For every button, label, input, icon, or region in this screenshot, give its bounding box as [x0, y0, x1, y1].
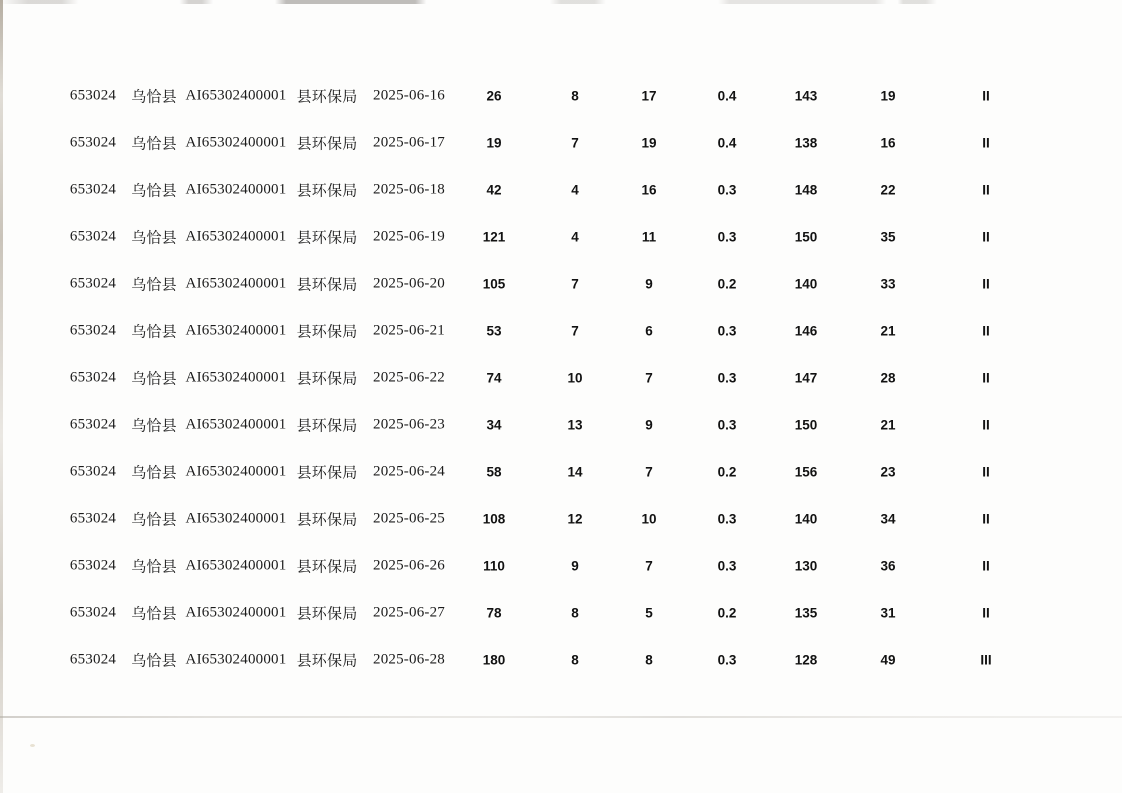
value-col-5: 146 — [794, 323, 818, 338]
value-col-4: 0.3 — [717, 229, 737, 244]
value-col-2: 7 — [571, 323, 579, 338]
table-row — [0, 448, 1122, 495]
table-row — [0, 589, 1122, 636]
value-col-4: 0.3 — [717, 370, 737, 385]
region-name: 乌恰县 — [131, 418, 177, 434]
region-code: 653024 — [69, 463, 117, 479]
value-col-5: 130 — [794, 558, 818, 573]
date: 2025-06-16 — [373, 87, 445, 103]
value-col-3: 8 — [645, 652, 653, 667]
value-col-5: 143 — [794, 88, 818, 103]
date: 2025-06-25 — [373, 510, 445, 526]
table-row — [0, 401, 1122, 448]
region-code: 653024 — [69, 322, 117, 338]
value-col-5: 148 — [794, 182, 818, 197]
station-id: AI65302400001 — [185, 510, 287, 526]
table-row — [0, 119, 1122, 166]
agency: 县环保局 — [296, 465, 358, 481]
station-id: AI65302400001 — [185, 651, 287, 667]
region-name: 乌恰县 — [131, 559, 177, 575]
region-code: 653024 — [69, 651, 117, 667]
value-col-3: 7 — [645, 464, 653, 479]
value-col-1: 110 — [483, 558, 505, 573]
value-col-1: 19 — [486, 135, 502, 150]
table-row — [0, 354, 1122, 401]
region-code: 653024 — [69, 275, 117, 291]
station-id: AI65302400001 — [185, 181, 287, 197]
region-name: 乌恰县 — [131, 606, 177, 622]
table-row — [0, 495, 1122, 542]
grade: II — [982, 88, 990, 103]
value-col-4: 0.3 — [717, 323, 737, 338]
value-col-1: 108 — [482, 511, 506, 526]
value-col-6: 21 — [880, 323, 896, 338]
station-id: AI65302400001 — [185, 275, 287, 291]
value-col-4: 0.2 — [717, 464, 737, 479]
value-col-1: 74 — [486, 370, 502, 385]
region-name: 乌恰县 — [131, 230, 177, 246]
region-name: 乌恰县 — [131, 277, 177, 293]
value-col-3: 7 — [645, 558, 653, 573]
value-col-3: 5 — [645, 605, 653, 620]
region-name: 乌恰县 — [131, 512, 177, 528]
grade: II — [982, 511, 990, 526]
grade: II — [982, 370, 990, 385]
value-col-6: 22 — [880, 182, 896, 197]
value-col-1: 78 — [486, 605, 502, 620]
value-col-3: 6 — [645, 323, 653, 338]
date: 2025-06-23 — [373, 416, 445, 432]
agency: 县环保局 — [296, 559, 358, 575]
agency: 县环保局 — [296, 136, 358, 152]
value-col-1: 121 — [482, 229, 506, 244]
region-name: 乌恰县 — [131, 465, 177, 481]
value-col-6: 19 — [880, 88, 896, 103]
value-col-2: 4 — [571, 229, 579, 244]
date: 2025-06-20 — [373, 275, 445, 291]
value-col-2: 12 — [567, 511, 583, 526]
date: 2025-06-21 — [373, 322, 445, 338]
value-col-4: 0.3 — [717, 652, 737, 667]
value-col-3: 7 — [645, 370, 653, 385]
value-col-6: 35 — [880, 229, 896, 244]
date: 2025-06-24 — [373, 463, 445, 479]
date: 2025-06-22 — [373, 369, 445, 385]
grade: II — [982, 605, 990, 620]
agency: 县环保局 — [296, 183, 358, 199]
value-col-4: 0.2 — [717, 605, 737, 620]
value-col-3: 19 — [641, 135, 657, 150]
value-col-4: 0.3 — [717, 182, 737, 197]
grade: II — [982, 417, 990, 432]
value-col-2: 10 — [567, 370, 583, 385]
scan-fold-line-artifact — [0, 716, 1122, 718]
scan-speck-artifact — [30, 744, 35, 747]
region-code: 653024 — [69, 557, 117, 573]
value-col-1: 26 — [486, 88, 502, 103]
value-col-1: 105 — [482, 276, 506, 291]
table-row — [0, 72, 1122, 119]
value-col-3: 10 — [641, 511, 657, 526]
station-id: AI65302400001 — [185, 134, 287, 150]
table-row — [0, 307, 1122, 354]
grade: II — [982, 464, 990, 479]
value-col-5: 140 — [794, 276, 818, 291]
value-col-1: 42 — [486, 182, 502, 197]
value-col-6: 34 — [880, 511, 896, 526]
station-id: AI65302400001 — [185, 87, 287, 103]
region-name: 乌恰县 — [131, 324, 177, 340]
table-row — [0, 260, 1122, 307]
value-col-4: 0.3 — [717, 417, 737, 432]
agency: 县环保局 — [296, 653, 358, 669]
value-col-5: 150 — [794, 229, 818, 244]
value-col-6: 33 — [880, 276, 896, 291]
agency: 县环保局 — [296, 277, 358, 293]
value-col-4: 0.3 — [717, 511, 737, 526]
grade: III — [980, 652, 992, 667]
date: 2025-06-19 — [373, 228, 445, 244]
value-col-6: 16 — [880, 135, 896, 150]
value-col-2: 8 — [571, 605, 579, 620]
region-code: 653024 — [69, 510, 117, 526]
value-col-4: 0.3 — [717, 558, 737, 573]
date: 2025-06-17 — [373, 134, 445, 150]
region-code: 653024 — [69, 416, 117, 432]
region-code: 653024 — [69, 604, 117, 620]
region-code: 653024 — [69, 228, 117, 244]
station-id: AI65302400001 — [185, 604, 287, 620]
agency: 县环保局 — [296, 512, 358, 528]
agency: 县环保局 — [296, 606, 358, 622]
value-col-5: 140 — [794, 511, 818, 526]
value-col-2: 4 — [571, 182, 579, 197]
value-col-5: 128 — [794, 652, 818, 667]
region-code: 653024 — [69, 369, 117, 385]
value-col-2: 14 — [567, 464, 583, 479]
value-col-2: 8 — [571, 88, 579, 103]
value-col-6: 28 — [880, 370, 896, 385]
date: 2025-06-26 — [373, 557, 445, 573]
grade: II — [982, 135, 990, 150]
date: 2025-06-28 — [373, 651, 445, 667]
agency: 县环保局 — [296, 371, 358, 387]
agency: 县环保局 — [296, 418, 358, 434]
value-col-1: 34 — [486, 417, 502, 432]
station-id: AI65302400001 — [185, 228, 287, 244]
region-name: 乌恰县 — [131, 136, 177, 152]
value-col-5: 135 — [794, 605, 818, 620]
table-row — [0, 542, 1122, 589]
value-col-2: 7 — [571, 276, 579, 291]
value-col-3: 17 — [641, 88, 657, 103]
value-col-2: 8 — [571, 652, 579, 667]
station-id: AI65302400001 — [185, 322, 287, 338]
grade: II — [982, 276, 990, 291]
region-code: 653024 — [69, 87, 117, 103]
value-col-1: 53 — [486, 323, 502, 338]
table-row — [0, 166, 1122, 213]
value-col-5: 150 — [794, 417, 818, 432]
table-row — [0, 636, 1122, 683]
value-col-3: 9 — [645, 417, 653, 432]
station-id: AI65302400001 — [185, 416, 287, 432]
value-col-6: 49 — [880, 652, 896, 667]
value-col-6: 36 — [880, 558, 896, 573]
value-col-1: 58 — [486, 464, 502, 479]
value-col-6: 23 — [880, 464, 896, 479]
grade: II — [982, 323, 990, 338]
value-col-3: 9 — [645, 276, 653, 291]
date: 2025-06-18 — [373, 181, 445, 197]
agency: 县环保局 — [296, 89, 358, 105]
value-col-6: 21 — [880, 417, 896, 432]
value-col-4: 0.4 — [717, 135, 737, 150]
value-col-5: 156 — [794, 464, 818, 479]
value-col-3: 11 — [641, 229, 657, 244]
value-col-2: 13 — [567, 417, 583, 432]
value-col-4: 0.2 — [717, 276, 737, 291]
value-col-2: 9 — [571, 558, 579, 573]
station-id: AI65302400001 — [185, 463, 287, 479]
value-col-1: 180 — [482, 652, 506, 667]
station-id: AI65302400001 — [185, 557, 287, 573]
value-col-3: 16 — [641, 182, 657, 197]
value-col-2: 7 — [571, 135, 579, 150]
region-code: 653024 — [69, 134, 117, 150]
region-name: 乌恰县 — [131, 183, 177, 199]
agency: 县环保局 — [296, 324, 358, 340]
grade: II — [982, 182, 990, 197]
table-row — [0, 213, 1122, 260]
station-id: AI65302400001 — [185, 369, 287, 385]
region-name: 乌恰县 — [131, 89, 177, 105]
value-col-6: 31 — [880, 605, 896, 620]
value-col-5: 138 — [794, 135, 818, 150]
grade: II — [982, 558, 990, 573]
value-col-4: 0.4 — [717, 88, 737, 103]
region-code: 653024 — [69, 181, 117, 197]
grade: II — [982, 229, 990, 244]
value-col-5: 147 — [794, 370, 818, 385]
region-name: 乌恰县 — [131, 653, 177, 669]
region-name: 乌恰县 — [131, 371, 177, 387]
agency: 县环保局 — [296, 230, 358, 246]
date: 2025-06-27 — [373, 604, 445, 620]
